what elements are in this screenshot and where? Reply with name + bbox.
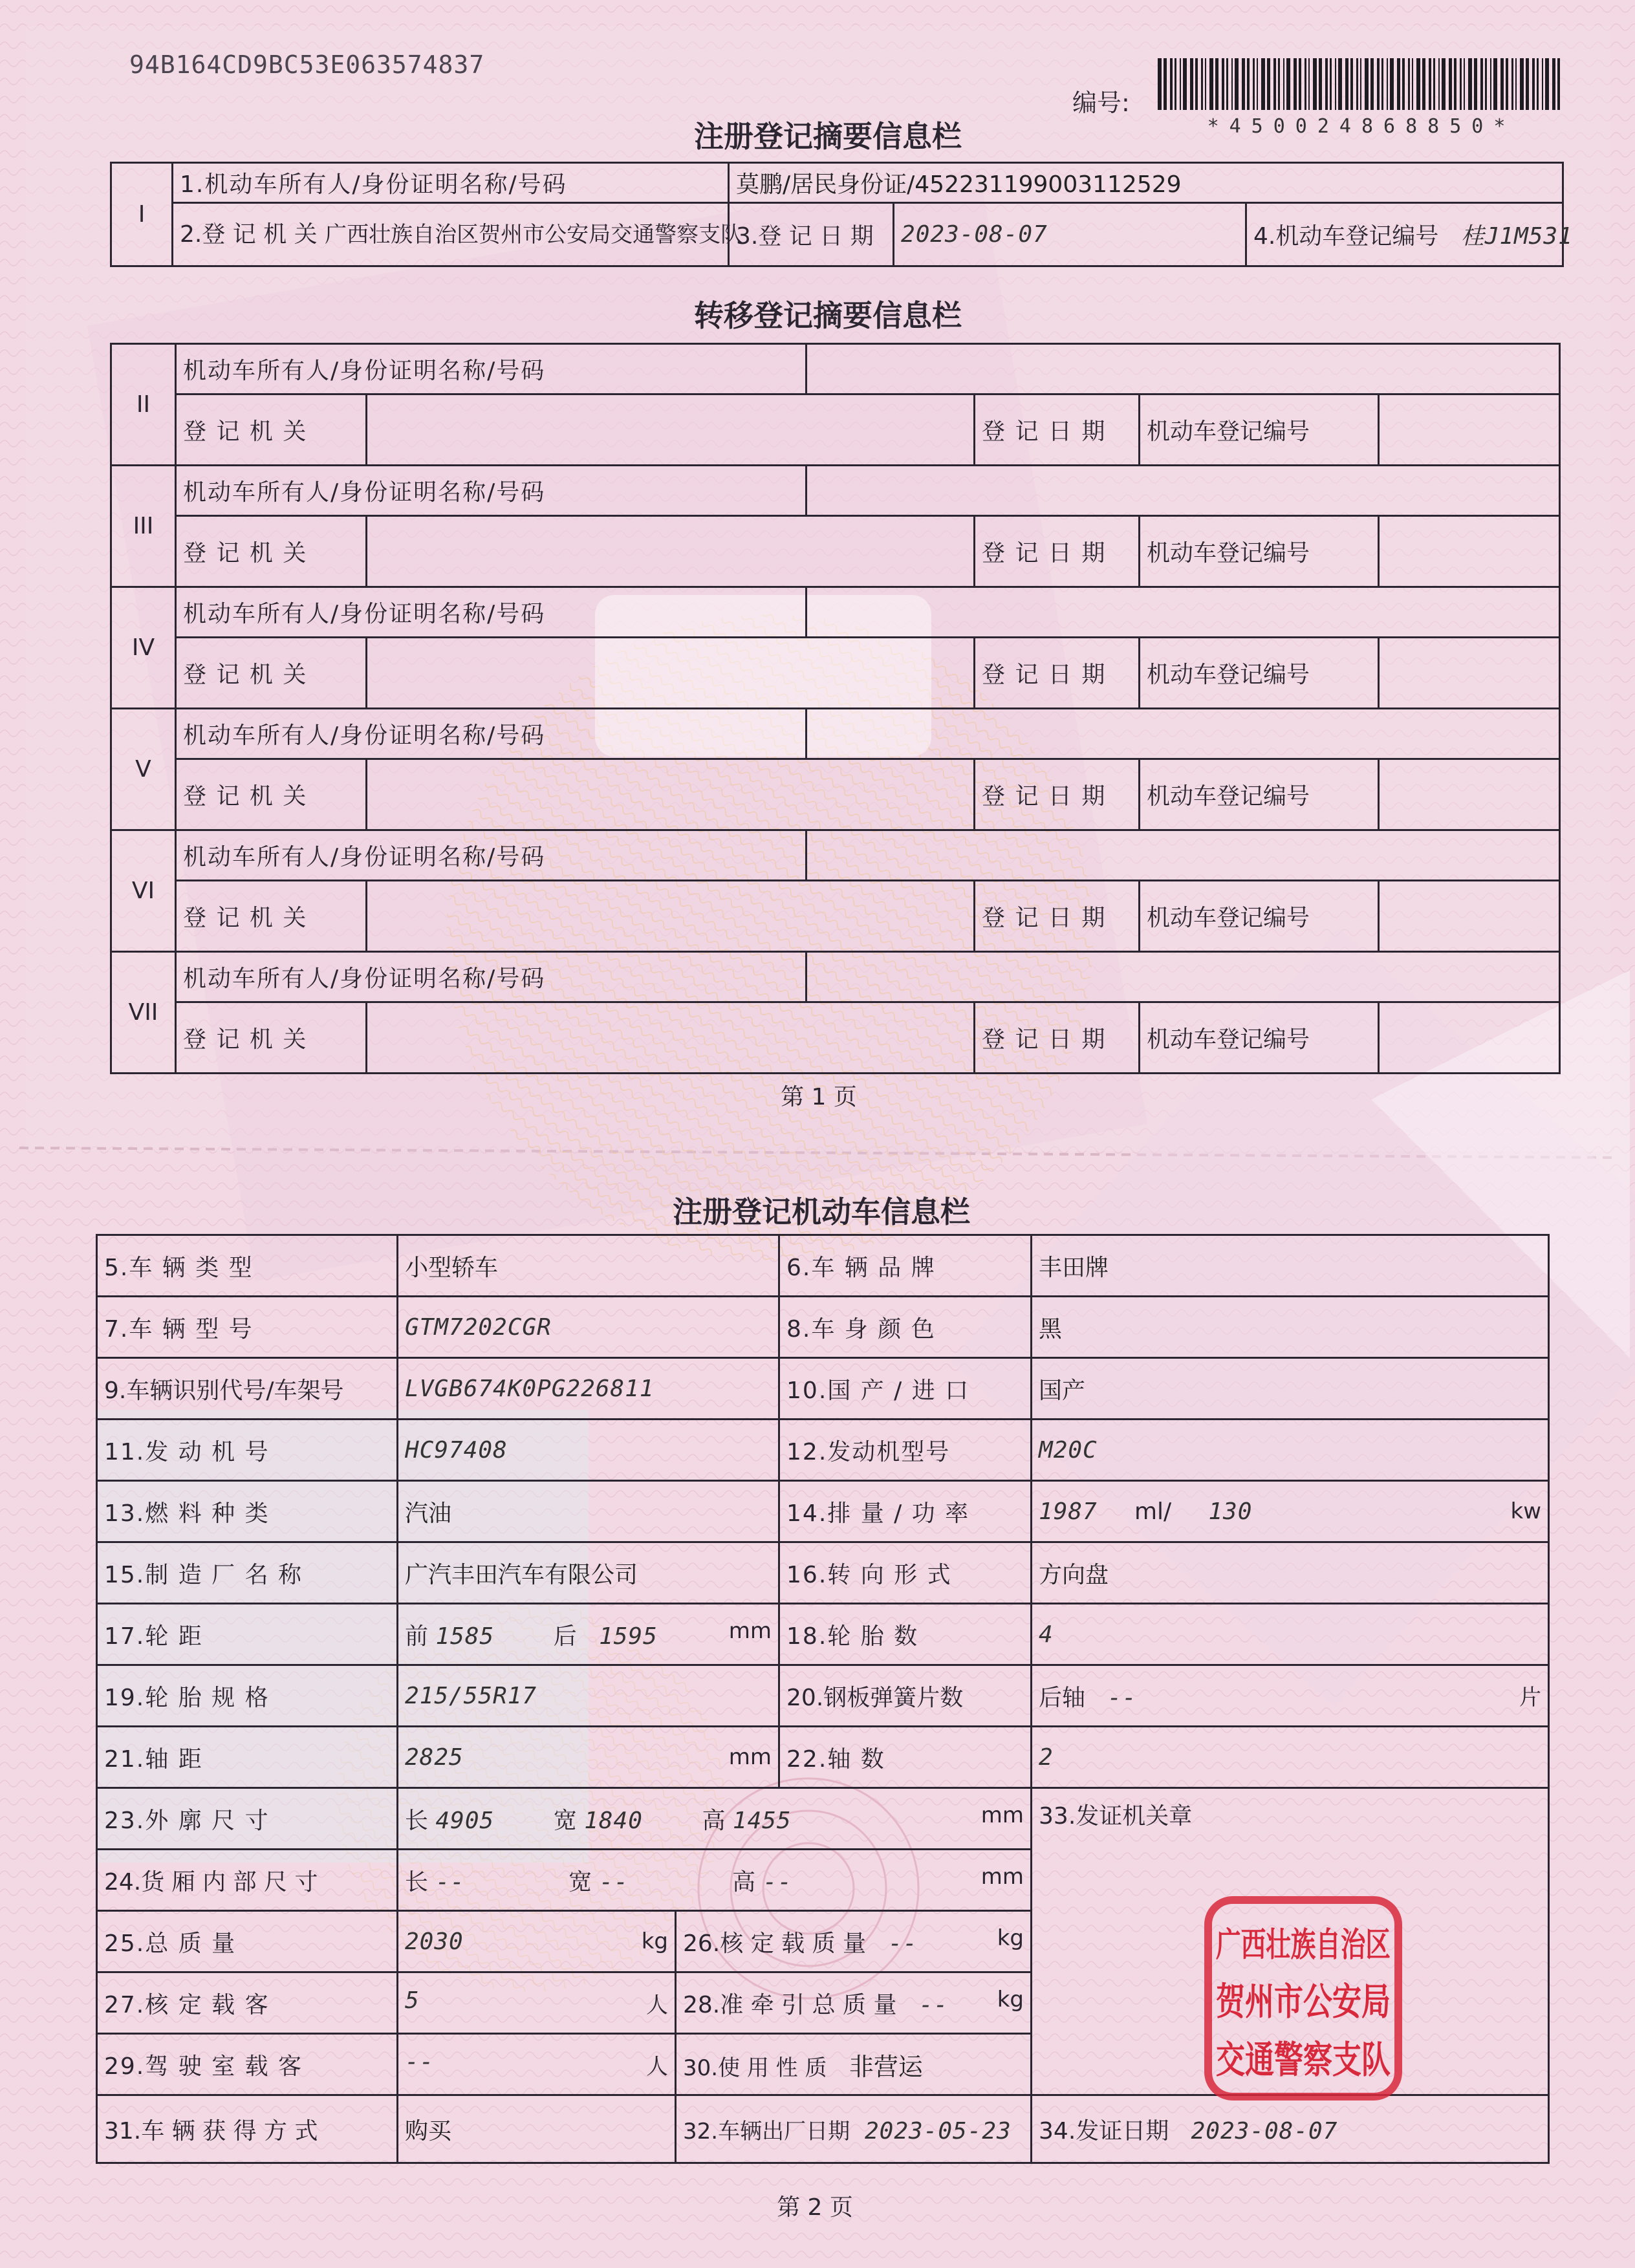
seal-text-line3: 交通警察支队 (1216, 2038, 1391, 2082)
transfer-section-row (111, 587, 1560, 638)
transfer-owner-label: 机动车所有人/身份证明名称/号码 (176, 587, 807, 638)
wheelbase-value: 2825 (405, 1744, 464, 1771)
engine-number-label: 11.发 动 机 号 (97, 1420, 398, 1481)
authority-label: 2.登 记 机 关 (180, 221, 318, 248)
power-value: 130 (1208, 1498, 1253, 1525)
track-rear-label: 后 (553, 1623, 577, 1650)
page-number-2: 第 2 页 (777, 2194, 853, 2221)
gross-mass-cell (398, 1911, 676, 1972)
date-label: 3.登 记 日 期 (729, 203, 894, 266)
engine-number-value: HC97408 (398, 1420, 779, 1481)
leaf-spring-label: 20.钢板弹簧片数 (779, 1665, 1032, 1727)
manufacturer-label: 15.制 造 厂 名 称 (97, 1542, 398, 1604)
cargo-height: -- (763, 1868, 792, 1895)
transfer-authority-value (367, 881, 975, 952)
manufacture-date-label: 32.车辆出厂日期 (683, 2118, 850, 2144)
gross-mass-unit: kg (641, 1928, 668, 1954)
towing-mass-unit: kg (997, 1986, 1024, 2013)
transfer-section-row (111, 394, 1560, 466)
rated-passengers-unit: 人 (646, 1992, 668, 2018)
code-label: 编号: (1072, 89, 1130, 117)
transfer-section-row (111, 759, 1560, 830)
transfer-owner-value (807, 952, 1560, 1002)
registration-summary-table (110, 162, 1573, 267)
rated-load-cell (676, 1911, 1032, 1972)
track-rear-value: 1595 (599, 1623, 658, 1650)
owner-value: 莫鹏/居民身份证/452231199003112529 (729, 163, 1563, 203)
transfer-owner-label: 机动车所有人/身份证明名称/号码 (176, 830, 807, 881)
dimensions-label: 23.外 廓 尺 寸 (97, 1788, 398, 1850)
number-cell (1246, 203, 1573, 266)
axle-count-label: 22.轴 数 (779, 1727, 1032, 1788)
transfer-section-row (111, 638, 1560, 709)
transfer-authority-label: 登 记 机 关 (176, 638, 367, 709)
track-front-value: 1585 (435, 1623, 495, 1650)
authority-value: 广西壮族自治区贺州市公安局交通警察支队 (325, 221, 743, 248)
owner-label: 1.机动车所有人/身份证明名称/号码 (173, 163, 729, 203)
track-front-label: 前 (405, 1623, 429, 1650)
body-color-label: 8.车 身 颜 色 (779, 1297, 1032, 1358)
vehicle-type-value: 小型轿车 (398, 1235, 779, 1297)
acquisition-label: 31.车 辆 获 得 方 式 (97, 2095, 398, 2163)
manufacturer-value: 广汽丰田汽车有限公司 (398, 1542, 779, 1604)
transfer-number-value (1379, 516, 1560, 587)
wheelbase-label: 21.轴 距 (97, 1727, 398, 1788)
section-roman: IV (111, 587, 176, 709)
leaf-spring-value: -- (1107, 1684, 1137, 1711)
steering-label: 16.转 向 形 式 (779, 1542, 1032, 1604)
transfer-owner-label: 机动车所有人/身份证明名称/号码 (176, 709, 807, 759)
transfer-section-row (111, 516, 1560, 587)
transfer-owner-value (807, 466, 1560, 516)
usage-value: 非营运 (849, 2052, 923, 2081)
towing-mass-cell (676, 1972, 1032, 2034)
transfer-owner-label: 机动车所有人/身份证明名称/号码 (176, 466, 807, 516)
issuer-seal-label: 33.发证机关章 (1039, 1803, 1193, 1830)
vehicle-brand-label: 6.车 辆 品 牌 (779, 1235, 1032, 1297)
cargo-width-label: 宽 (568, 1868, 592, 1895)
transfer-summary-table (110, 343, 1561, 1074)
engine-model-label: 12.发动机型号 (779, 1420, 1032, 1481)
cab-passengers-cell (398, 2034, 676, 2095)
transfer-number-value (1379, 638, 1560, 709)
seal-text-line2: 贺州市公安局 (1216, 1980, 1391, 2024)
section-roman-1: I (111, 163, 173, 266)
transfer-date-label: 登 记 日 期 (975, 638, 1140, 709)
transfer-date-label: 登 记 日 期 (975, 394, 1140, 466)
origin-value: 国产 (1032, 1358, 1549, 1420)
towing-mass-label: 28.准 牵 引 总 质 量 (683, 1991, 897, 2018)
transfer-number-value (1379, 394, 1560, 466)
usage-label: 30.使 用 性 质 (683, 2055, 827, 2081)
gross-mass-label: 25.总 质 量 (97, 1911, 398, 1972)
transfer-owner-label: 机动车所有人/身份证明名称/号码 (176, 344, 807, 394)
transfer-owner-value (807, 709, 1560, 759)
cargo-dimensions-cell (398, 1850, 1032, 1911)
cargo-unit: mm (980, 1863, 1024, 1890)
official-seal (1203, 1895, 1403, 2102)
manufacture-date-value: 2023-05-23 (864, 2117, 1012, 2144)
transfer-owner-value (807, 344, 1560, 394)
rated-passengers-cell (398, 1972, 676, 2034)
transfer-number-label: 机动车登记编号 (1140, 1002, 1379, 1074)
registration-summary-title: 注册登记摘要信息栏 (694, 119, 962, 154)
vin-label: 9.车辆识别代号/车架号 (97, 1358, 398, 1420)
usage-cell (676, 2034, 1032, 2095)
vehicle-model-label: 7.车 辆 型 号 (97, 1297, 398, 1358)
displacement-value: 1987 (1039, 1498, 1098, 1525)
towing-mass-value: -- (918, 1991, 949, 2018)
cargo-width: -- (599, 1868, 629, 1895)
steering-value: 方向盘 (1032, 1542, 1549, 1604)
leaf-spring-unit: 片 (1519, 1684, 1542, 1711)
transfer-date-label: 登 记 日 期 (975, 1002, 1140, 1074)
transfer-summary-title: 转移登记摘要信息栏 (694, 298, 962, 333)
transfer-authority-value (367, 759, 975, 830)
power-unit: kw (1510, 1498, 1542, 1524)
dimensions-length-label: 长 (405, 1807, 429, 1834)
cargo-dimensions-label: 24.货 厢 内 部 尺 寸 (97, 1850, 398, 1911)
vehicle-model-value: GTM7202CGR (398, 1297, 779, 1358)
origin-label: 10.国 产 / 进 口 (779, 1358, 1032, 1420)
barcode-number: *450024868850* (1207, 115, 1516, 138)
transfer-number-label: 机动车登记编号 (1140, 394, 1379, 466)
vehicle-info-title: 注册登记机动车信息栏 (673, 1194, 970, 1229)
transfer-section-row (111, 830, 1560, 881)
transfer-section-row (111, 881, 1560, 952)
transfer-authority-label: 登 记 机 关 (176, 881, 367, 952)
acquisition-value: 购买 (398, 2095, 676, 2163)
tire-count-label: 18.轮 胎 数 (779, 1604, 1032, 1665)
transfer-date-label: 登 记 日 期 (975, 516, 1140, 587)
vehicle-brand-value: 丰田牌 (1032, 1235, 1549, 1297)
transfer-authority-label: 登 记 机 关 (176, 1002, 367, 1074)
transfer-authority-label: 登 记 机 关 (176, 394, 367, 466)
tire-spec-value: 215/55R17 (398, 1665, 779, 1727)
authority-cell (173, 203, 743, 266)
wheelbase-cell (398, 1727, 779, 1788)
cab-passengers-unit: 人 (646, 2053, 668, 2080)
transfer-authority-label: 登 记 机 关 (176, 516, 367, 587)
transfer-date-label: 登 记 日 期 (975, 759, 1140, 830)
displacement-power-cell (1032, 1481, 1549, 1542)
dimensions-length: 4905 (435, 1807, 495, 1834)
dimensions-height-label: 高 (702, 1807, 726, 1834)
cab-passengers-label: 29.驾 驶 室 载 客 (97, 2034, 398, 2095)
track-cell (398, 1604, 779, 1665)
transfer-number-label: 机动车登记编号 (1140, 516, 1379, 587)
section-roman: III (111, 466, 176, 587)
displacement-power-label: 14.排 量 / 功 率 (779, 1481, 1032, 1542)
transfer-number-label: 机动车登记编号 (1140, 759, 1379, 830)
gross-mass-value: 2030 (405, 1928, 464, 1955)
number-label: 4.机动车登记编号 (1253, 223, 1439, 250)
issue-date-cell (1032, 2095, 1549, 2163)
wheelbase-unit: mm (728, 1744, 772, 1770)
transfer-number-label: 机动车登记编号 (1140, 881, 1379, 952)
transfer-owner-value (807, 587, 1560, 638)
leaf-spring-cell (1032, 1665, 1549, 1727)
leaf-spring-rear-label: 后轴 (1039, 1684, 1086, 1711)
transfer-number-value (1379, 1002, 1560, 1074)
seal-text-line1: 广西壮族自治区 (1216, 1926, 1391, 1965)
number-value: 桂J1M531 (1460, 223, 1573, 250)
issue-date-label: 34.发证日期 (1039, 2117, 1169, 2144)
vin-value: LVGB674K0PG226811 (398, 1358, 779, 1420)
section-roman: II (111, 344, 176, 466)
rated-passengers-label: 27.核 定 载 客 (97, 1972, 398, 2034)
issue-date-value: 2023-08-07 (1191, 2117, 1338, 2144)
cargo-length-label: 长 (405, 1868, 429, 1895)
barcode (1158, 58, 1565, 123)
cargo-height-label: 高 (732, 1868, 756, 1895)
cab-passengers-value: -- (405, 2048, 435, 2075)
transfer-authority-value (367, 638, 975, 709)
section-roman: VI (111, 830, 176, 952)
axle-count-value: 2 (1032, 1727, 1549, 1788)
date-value: 2023-08-07 (894, 203, 1246, 266)
transfer-date-label: 登 记 日 期 (975, 881, 1140, 952)
transfer-section-row (111, 709, 1560, 759)
fuel-type-label: 13.燃 料 种 类 (97, 1481, 398, 1542)
dimensions-height: 1455 (732, 1807, 792, 1834)
section-roman: V (111, 709, 176, 830)
tire-count-value: 4 (1032, 1604, 1549, 1665)
rated-load-label: 26.核 定 载 质 量 (683, 1930, 867, 1957)
transfer-number-value (1379, 881, 1560, 952)
transfer-authority-label: 登 记 机 关 (176, 759, 367, 830)
transfer-authority-value (367, 1002, 975, 1074)
transfer-authority-value (367, 516, 975, 587)
transfer-section-row (111, 1002, 1560, 1074)
transfer-authority-value (367, 394, 975, 466)
document-serial: 94B164CD9BC53E063574837 (129, 50, 485, 79)
transfer-owner-label: 机动车所有人/身份证明名称/号码 (176, 952, 807, 1002)
transfer-section-row (111, 466, 1560, 516)
rated-load-unit: kg (997, 1925, 1024, 1951)
manufacture-date-cell (676, 2095, 1032, 2163)
transfer-owner-value (807, 830, 1560, 881)
transfer-section-row (111, 952, 1560, 1002)
engine-model-value: M20C (1032, 1420, 1549, 1481)
vehicle-type-label: 5.车 辆 类 型 (97, 1235, 398, 1297)
track-label: 17.轮 距 (97, 1604, 398, 1665)
tire-spec-label: 19.轮 胎 规 格 (97, 1665, 398, 1727)
fuel-type-value: 汽油 (398, 1481, 779, 1542)
transfer-section-row (111, 344, 1560, 394)
dimensions-cell (398, 1788, 1032, 1850)
body-color-value: 黑 (1032, 1297, 1549, 1358)
dimensions-width: 1840 (584, 1807, 643, 1834)
rated-load-value: -- (888, 1930, 918, 1957)
transfer-number-label: 机动车登记编号 (1140, 638, 1379, 709)
section-roman: VII (111, 952, 176, 1074)
transfer-number-value (1379, 759, 1560, 830)
cargo-length: -- (435, 1868, 465, 1895)
rated-passengers-value: 5 (405, 1987, 420, 2014)
track-unit: mm (728, 1617, 772, 1644)
displacement-unit: ml/ (1134, 1498, 1172, 1525)
page-number-1: 第 1 页 (781, 1084, 857, 1110)
dimensions-width-label: 宽 (553, 1807, 577, 1834)
dimensions-unit: mm (980, 1802, 1024, 1828)
